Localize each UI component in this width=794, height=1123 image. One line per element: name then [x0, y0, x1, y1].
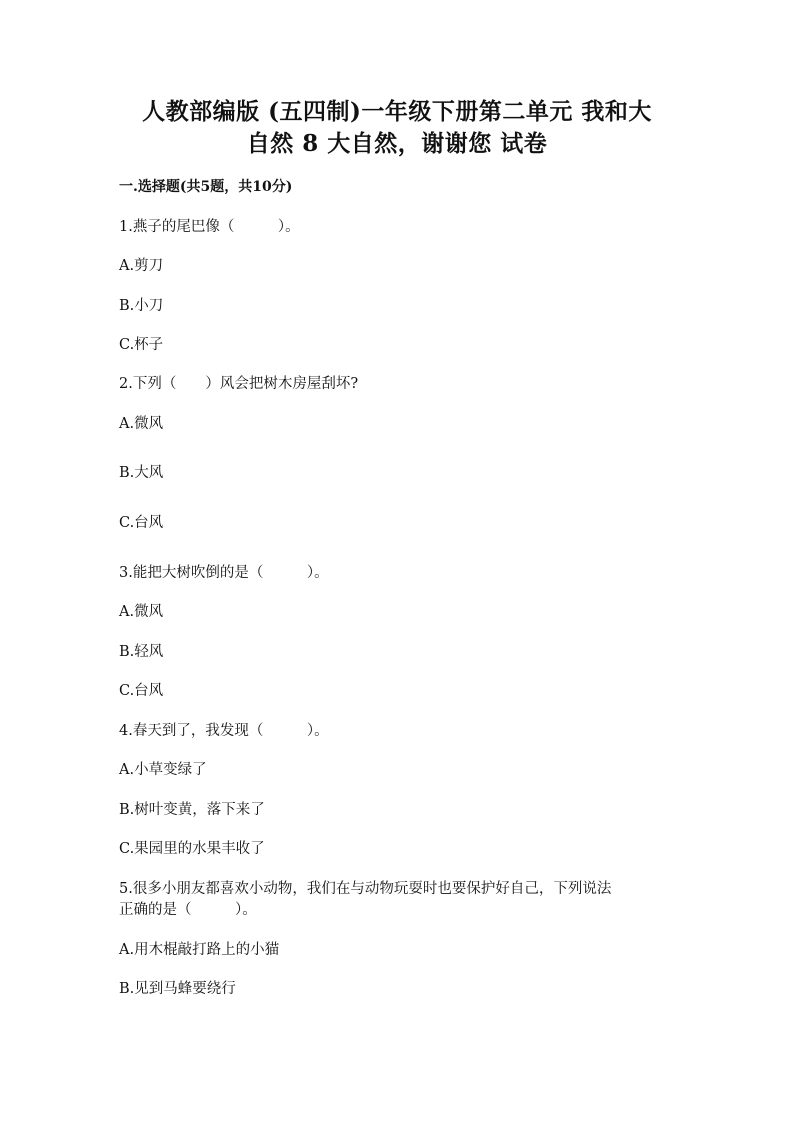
question-1-option-a: A.剪刀	[119, 258, 164, 274]
question-5-stem-line-2: 正确的是（ ）。	[119, 902, 257, 918]
question-5-option-a: A.用木棍敲打路上的小猫	[119, 942, 280, 958]
question-5-option-b: B.见到马蜂要绕行	[119, 981, 236, 997]
question-1-stem: 1.燕子的尾巴像（ ）。	[119, 219, 300, 235]
question-4-stem: 4.春天到了，我发现（ ）。	[119, 723, 329, 739]
exam-title-line-1: 人教部编版 (五四制)一年级下册第二单元 我和大	[142, 98, 652, 125]
question-4-option-b: B.树叶变黄，落下来了	[119, 802, 265, 818]
question-2-option-c: C.台风	[119, 515, 164, 531]
question-4-option-c: C.果园里的水果丰收了	[119, 841, 265, 857]
question-4-option-a: A.小草变绿了	[119, 762, 207, 778]
question-3-stem: 3.能把大树吹倒的是（ ）。	[119, 565, 329, 581]
section-heading: 一.选择题(共5题，共10分)	[119, 179, 293, 195]
question-2-stem: 2.下列（ ）风会把树木房屋刮坏?	[119, 376, 359, 392]
question-3-option-c: C.台风	[119, 683, 164, 699]
question-5-stem-line-1: 5.很多小朋友都喜欢小动物，我们在与动物玩耍时也要保护好自己，下列说法	[119, 881, 612, 897]
question-1-option-c: C.杯子	[119, 337, 164, 353]
question-2-option-a: A.微风	[119, 416, 164, 432]
question-3-option-a: A.微风	[119, 604, 164, 620]
question-3-option-b: B.轻风	[119, 644, 164, 660]
exam-title-line-2: 自然 8 大自然，谢谢您 试卷	[246, 130, 548, 157]
question-1-option-b: B.小刀	[119, 298, 164, 314]
question-2-option-b: B.大风	[119, 465, 164, 481]
